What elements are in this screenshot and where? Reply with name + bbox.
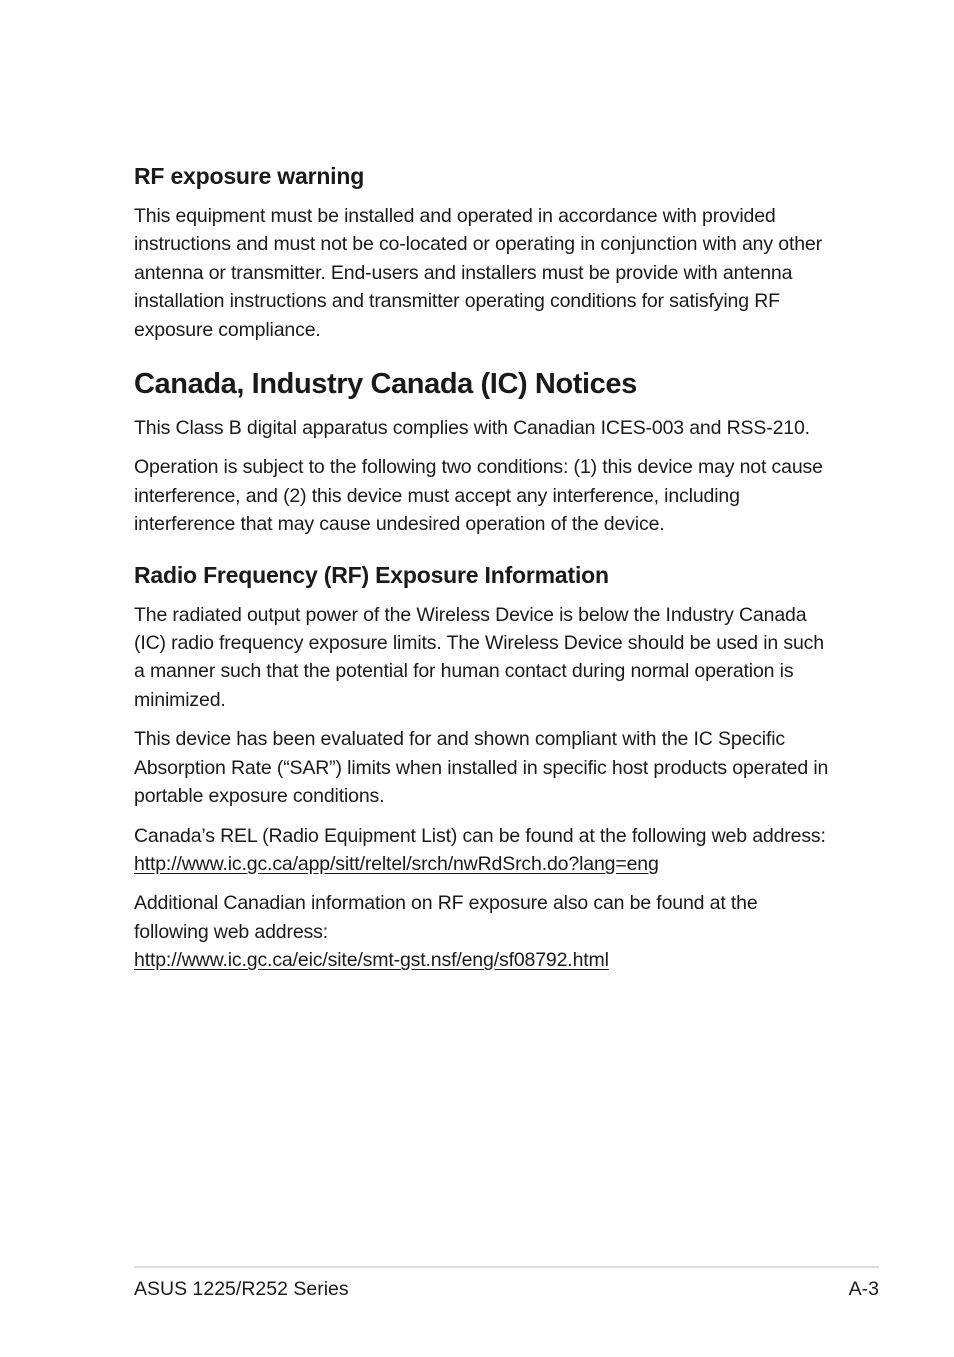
footer-product-name: ASUS 1225/R252 Series bbox=[134, 1278, 349, 1300]
additional-info-text: Additional Canadian information on RF exposure also can be found at the following web address: bbox=[134, 892, 758, 943]
rf-exposure-warning-heading: RF exposure warning bbox=[134, 163, 365, 189]
canada-ic-notices-heading: Canada, Industry Canada (IC) Notices bbox=[134, 368, 637, 401]
page-footer bbox=[134, 1274, 879, 1304]
operation-conditions-paragraph: Operation is subject to the following two conditions: (1) this device may not cause interference, and (2) this device must accept any interference, including interference that may cause undesired operation of the device. bbox=[134, 456, 823, 536]
additional-info-paragraph bbox=[134, 889, 834, 974]
sar-compliance-paragraph: This device has been evaluated for and shown compliant with the IC Specific Absorption Rate (“SAR”) limits when installed in specific host products operated in portable exposure conditions. bbox=[134, 728, 829, 808]
rel-list-text: Canada’s REL (Radio Equipment List) can be found at the following web address: bbox=[134, 824, 826, 847]
page-content bbox=[134, 160, 834, 986]
rel-list-link[interactable]: http://www.ic.gc.ca/app/sitt/reltel/srch/nwRdSrch.do?lang=eng bbox=[134, 852, 659, 875]
footer-page-number: A-3 bbox=[848, 1278, 879, 1300]
rel-list-paragraph bbox=[134, 822, 834, 879]
rf-exposure-info-link[interactable]: http://www.ic.gc.ca/eic/site/smt-gst.nsf/eng/sf08792.html bbox=[134, 949, 609, 972]
radiated-output-paragraph: The radiated output power of the Wireless Device is below the Industry Canada (IC) radio frequency exposure limits. The Wireless Device should be used in such a manner such that the potential for human contact during normal operation is minimized. bbox=[134, 603, 824, 711]
rf-exposure-warning-paragraph: This equipment must be installed and operated in accordance with provided instructions and must not be co-located or operating in conjunction with any other antenna or transmitter. End-users and installers must be provide with antenna installation instructions and transmitter operating conditions for satisfying RF exposure compliance. bbox=[134, 205, 822, 341]
class-b-compliance-paragraph: This Class B digital apparatus complies with Canadian ICES-003 and RSS-210. bbox=[134, 417, 810, 440]
footer-divider bbox=[134, 1266, 879, 1268]
rf-exposure-information-heading: Radio Frequency (RF) Exposure Information bbox=[134, 561, 609, 588]
